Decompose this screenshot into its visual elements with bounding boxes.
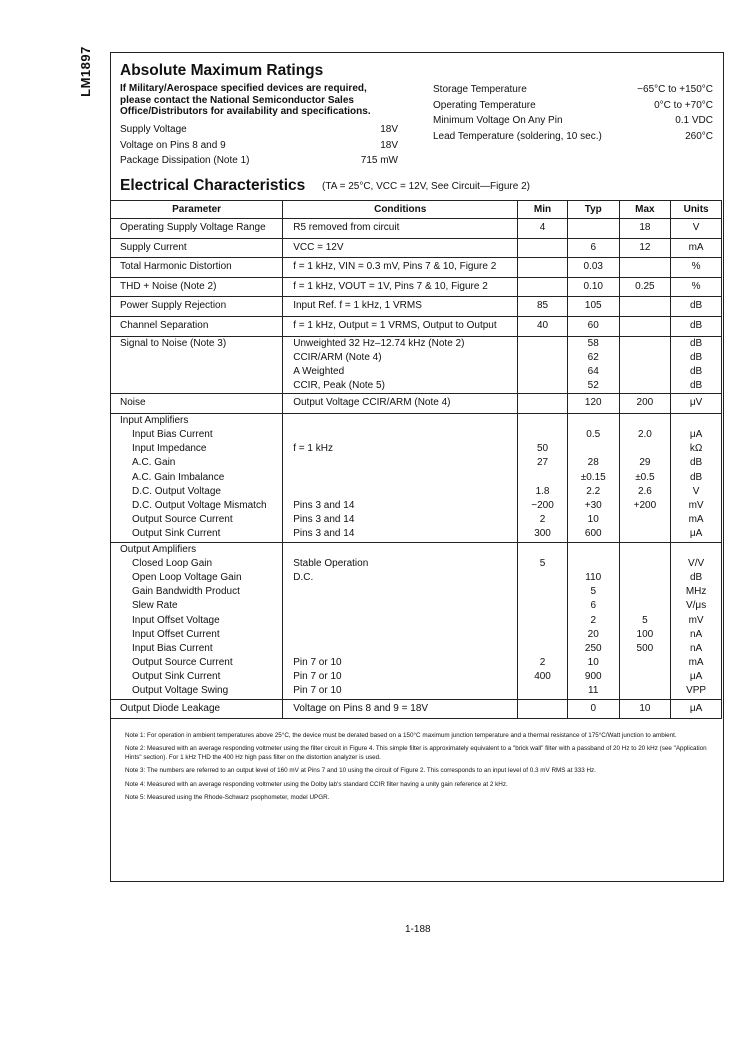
min-text: [518, 471, 567, 485]
cond-cell: [283, 542, 518, 699]
typ-text: 0: [590, 702, 597, 714]
min-text: [518, 628, 567, 642]
unit-text: dB: [689, 571, 703, 583]
min-cell: [518, 394, 568, 414]
amr-right-column: [433, 82, 713, 144]
max-cell: [619, 316, 671, 336]
cond-text: A Weighted: [293, 365, 345, 377]
cond-text: f = 1 kHz: [293, 443, 333, 455]
min-text: [518, 599, 567, 613]
min-text: 5: [539, 557, 546, 569]
note: Note 2: Measured with an average responding voltmeter using the filter circuit in Figure 4. This simple filter is approximately equivalent to a "brick wall" filter with a passband of 20 Hz to 20 kHz (see "Application Hints" section). For 1 kHz THD the 400 Hz high pass filter on the distortion analyzer is used.: [125, 745, 707, 761]
amr-title: Absolute Maximum Ratings: [120, 62, 324, 79]
amr-row: Operating Temperature 0°C to +70°C: [433, 99, 713, 111]
military-note-line: please contact the National Semiconductor Sales: [120, 94, 354, 106]
param-cell: [111, 699, 283, 719]
table-row: [111, 258, 722, 278]
max-text: [620, 527, 671, 541]
cond-text: f = 1 kHz, VOUT = 1V, Pins 7 & 10, Figure 2: [293, 280, 488, 292]
cond-text: [283, 543, 517, 557]
amr-row: Voltage on Pins 8 and 9 18V: [120, 139, 398, 151]
max-text: [620, 557, 671, 571]
max-cell: [619, 336, 671, 394]
max-cell: [619, 413, 671, 542]
param-cell: [111, 336, 283, 394]
param-text: Closed Loop Gain: [132, 557, 213, 569]
min-text: [518, 414, 567, 428]
unit-cell: [671, 336, 722, 394]
cond-text: [283, 614, 517, 628]
min-text: [518, 571, 567, 585]
cond-text: Voltage on Pins 8 and 9 = 18V: [293, 702, 429, 714]
unit-text: dB: [689, 457, 703, 469]
param-text: D.C. Output Voltage: [132, 485, 221, 497]
typ-cell: [567, 258, 619, 278]
typ-text: 20: [587, 628, 599, 640]
unit-text: dB: [689, 300, 703, 312]
table-row: [111, 219, 722, 239]
cond-text: Pin 7 or 10: [293, 671, 342, 683]
unit-text: mA: [688, 514, 704, 526]
unit-cell: [671, 277, 722, 297]
table-row: [111, 336, 722, 394]
min-text: [518, 585, 567, 599]
typ-text: 0.03: [583, 261, 603, 273]
unit-text: kΩ: [689, 443, 703, 455]
min-text: 85: [536, 300, 549, 312]
part-number-label: LM1897: [77, 46, 93, 97]
min-text: [518, 614, 567, 628]
unit-text: mV: [688, 614, 704, 626]
col-header-parameter: Parameter: [111, 201, 283, 219]
cond-text: CCIR, Peak (Note 5): [293, 380, 385, 392]
param-cell: [111, 219, 283, 239]
typ-text: 2: [590, 614, 597, 626]
table-row: [111, 297, 722, 317]
typ-text: 28: [587, 457, 599, 469]
param-text: Gain Bandwidth Product: [132, 586, 240, 598]
min-cell: [518, 277, 568, 297]
param-cell: [111, 297, 283, 317]
cond-text: Pin 7 or 10: [293, 657, 342, 669]
min-cell: [518, 336, 568, 394]
cond-text: CCIR/ARM (Note 4): [293, 351, 382, 363]
max-text: [620, 258, 671, 277]
max-text: 5: [642, 614, 648, 626]
max-text: [620, 513, 671, 527]
min-cell: [518, 316, 568, 336]
typ-cell: [567, 238, 619, 258]
cond-cell: [283, 258, 518, 278]
min-text: [518, 365, 567, 379]
notes-section: [125, 732, 715, 807]
max-text: 0.25: [635, 280, 655, 292]
param-cell: [111, 258, 283, 278]
min-text: [518, 351, 567, 365]
max-cell: [619, 219, 671, 239]
table-row: [111, 699, 722, 719]
min-text: 2: [539, 514, 546, 526]
min-text: 27: [536, 457, 549, 469]
typ-text: [568, 543, 619, 557]
unit-text: VPP: [686, 685, 707, 697]
typ-text: [568, 557, 619, 571]
unit-text: μA: [689, 671, 703, 683]
cond-text: Pins 3 and 14: [293, 500, 355, 512]
typ-text: 58: [587, 337, 599, 349]
param-cell: [111, 238, 283, 258]
typ-text: 5: [590, 586, 597, 598]
typ-text: 62: [587, 351, 599, 363]
param-text: Output Amplifiers: [120, 543, 197, 555]
typ-cell: [567, 336, 619, 394]
unit-cell: [671, 219, 722, 239]
min-text: [518, 337, 567, 351]
typ-cell: [567, 277, 619, 297]
typ-text: 105: [584, 300, 602, 312]
amr-row: Package Dissipation (Note 1) 715 mW: [120, 155, 398, 167]
max-text: [620, 543, 671, 557]
min-text: [518, 258, 567, 277]
max-text: [620, 317, 671, 336]
typ-text: 250: [584, 642, 602, 654]
min-cell: [518, 238, 568, 258]
param-text: Signal to Noise (Note 3): [120, 337, 227, 349]
unit-cell: [671, 297, 722, 317]
param-text: Input Bias Current: [132, 429, 213, 441]
cond-cell: [283, 219, 518, 239]
min-text: [518, 684, 567, 698]
cond-text: [283, 485, 517, 499]
typ-text: 0.5: [586, 429, 601, 441]
max-text: 2.0: [637, 429, 652, 441]
cond-text: Pin 7 or 10: [293, 685, 342, 697]
max-text: 18: [639, 222, 651, 233]
param-text: Open Loop Voltage Gain: [132, 571, 242, 583]
cond-text: D.C.: [293, 571, 314, 583]
max-text: +200: [633, 500, 657, 512]
military-note-line: Office/Distributors for availability and specifications.: [120, 106, 371, 118]
max-text: 12: [639, 241, 651, 253]
max-text: [620, 670, 671, 684]
col-header-typ: Typ: [567, 201, 619, 219]
param-text: A.C. Gain Imbalance: [132, 471, 225, 483]
note: Note 5: Measured using the Rhode-Schwarz psophometer, model UPGR.: [125, 794, 330, 802]
cond-text: VCC = 12V: [293, 241, 344, 253]
unit-text: dB: [689, 337, 703, 349]
param-text: Operating Supply Voltage Range: [120, 222, 266, 233]
typ-text: [568, 442, 619, 456]
max-text: [620, 351, 671, 365]
param-text: A.C. Gain: [132, 457, 176, 469]
max-text: [620, 656, 671, 670]
max-text: [620, 684, 671, 698]
typ-text: 2.2: [586, 485, 601, 497]
max-text: ±0.5: [635, 471, 655, 483]
min-text: [518, 700, 567, 719]
typ-text: 110: [585, 571, 602, 583]
cond-cell: [283, 316, 518, 336]
param-text: Input Offset Voltage: [132, 614, 220, 626]
param-text: Supply Current: [120, 241, 187, 253]
unit-text: V/V: [688, 557, 705, 569]
typ-cell: [567, 394, 619, 414]
table-row: [111, 238, 722, 258]
typ-text: 0.10: [583, 280, 603, 292]
unit-text: dB: [689, 471, 703, 483]
table-row: [111, 394, 722, 414]
param-cell: [111, 394, 283, 414]
unit-text: μA: [689, 702, 703, 714]
cond-text: Pins 3 and 14: [293, 514, 355, 526]
max-text: [620, 585, 671, 599]
unit-text: dB: [689, 365, 703, 377]
typ-text: 60: [587, 319, 599, 331]
cond-cell: [283, 394, 518, 414]
unit-text: nA: [689, 642, 703, 654]
electrical-characteristics-table: [110, 200, 722, 719]
min-cell: [518, 542, 568, 699]
param-text: Input Impedance: [132, 443, 207, 455]
param-cell: [111, 316, 283, 336]
col-header-min: Min: [518, 201, 568, 219]
min-cell: [518, 219, 568, 239]
unit-text: μA: [689, 429, 703, 441]
typ-cell: [567, 297, 619, 317]
amr-left-column: [120, 83, 398, 169]
max-cell: [619, 238, 671, 258]
param-text: Output Sink Current: [132, 671, 221, 683]
unit-text: V/μs: [685, 600, 707, 612]
min-text: [518, 428, 567, 442]
cond-text: [283, 599, 517, 613]
param-text: Channel Separation: [120, 319, 209, 331]
param-text: Power Supply Rejection: [120, 300, 227, 312]
unit-text: [671, 543, 721, 557]
max-cell: [619, 277, 671, 297]
cond-text: [283, 628, 517, 642]
typ-text: 120: [584, 397, 602, 409]
param-text: Total Harmonic Distortion: [120, 261, 232, 273]
military-note-line: If Military/Aerospace specified devices are required,: [120, 83, 367, 94]
min-cell: [518, 258, 568, 278]
table-row: [111, 316, 722, 336]
cond-cell: [283, 238, 518, 258]
typ-text: [568, 219, 619, 238]
unit-text: V: [692, 222, 700, 233]
typ-text: +30: [584, 500, 602, 512]
unit-text: μV: [689, 397, 703, 409]
min-text: [518, 239, 567, 258]
param-text: [111, 365, 282, 379]
typ-text: 10: [587, 514, 599, 526]
typ-cell: [567, 316, 619, 336]
param-text: Noise: [120, 397, 146, 409]
max-text: 200: [636, 397, 654, 409]
unit-text: mA: [688, 241, 704, 253]
max-text: [620, 414, 671, 428]
cond-text: [283, 642, 517, 656]
min-text: 1.8: [535, 485, 550, 497]
typ-cell: [567, 542, 619, 699]
min-cell: [518, 297, 568, 317]
unit-cell: [671, 238, 722, 258]
param-text: Slew Rate: [132, 600, 178, 612]
page-number: 1-188: [405, 924, 431, 935]
unit-text: %: [691, 261, 701, 273]
max-text: 29: [639, 457, 651, 469]
max-text: [620, 297, 671, 316]
param-text: Output Sink Current: [132, 528, 221, 540]
param-cell: [111, 542, 283, 699]
param-text: Output Voltage Swing: [132, 685, 229, 697]
typ-cell: [567, 413, 619, 542]
typ-cell: [567, 699, 619, 719]
param-text: D.C. Output Voltage Mismatch: [132, 500, 267, 512]
cond-cell: [283, 699, 518, 719]
cond-cell: [283, 336, 518, 394]
min-text: 50: [536, 443, 549, 455]
unit-cell: [671, 699, 722, 719]
param-text: [111, 351, 282, 365]
max-text: [620, 337, 671, 351]
unit-text: mV: [688, 500, 704, 512]
table-row: [111, 277, 722, 297]
typ-text: 6: [590, 600, 597, 612]
min-text: 400: [534, 671, 551, 683]
typ-text: 11: [588, 685, 599, 697]
note: Note 4: Measured with an average responding voltmeter using the Dolby lab's standard CCIR filter having a unity gain reference at 2 kHz.: [125, 780, 508, 788]
amr-row: Storage Temperature −65°C to +150°C: [433, 84, 713, 95]
amr-row: Supply Voltage 18V: [120, 124, 398, 136]
min-cell: [518, 699, 568, 719]
col-header-max: Max: [619, 201, 671, 219]
min-text: 300: [534, 528, 551, 540]
cond-cell: [283, 277, 518, 297]
min-text: [518, 642, 567, 656]
param-text: THD + Noise (Note 2): [120, 280, 217, 292]
unit-text: [671, 414, 721, 428]
unit-text: V: [692, 485, 700, 497]
cond-text: Input Ref. f = 1 kHz, 1 VRMS: [293, 300, 422, 312]
col-header-units: Units: [671, 201, 722, 219]
max-text: [620, 379, 671, 393]
param-text: Output Source Current: [132, 514, 233, 526]
cond-text: Stable Operation: [293, 557, 369, 569]
max-text: 100: [636, 628, 654, 640]
param-cell: [111, 277, 283, 297]
min-text: −200: [531, 500, 554, 512]
cond-text: [283, 471, 517, 485]
max-cell: [619, 699, 671, 719]
param-text: [111, 379, 282, 393]
param-text: Input Bias Current: [132, 642, 213, 654]
cond-text: R5 removed from circuit: [293, 222, 400, 233]
unit-text: MHz: [685, 586, 707, 598]
typ-text: ±0.15: [580, 471, 606, 483]
col-header-conditions: Conditions: [283, 201, 518, 219]
typ-cell: [567, 219, 619, 239]
max-text: [620, 365, 671, 379]
unit-text: μA: [689, 528, 703, 540]
ec-title: Electrical Characteristics: [120, 177, 306, 194]
cond-text: Output Voltage CCIR/ARM (Note 4): [293, 397, 451, 409]
note: Note 1: For operation in ambient temperatures above 25°C, the device must be derated based on a 150°C maximum junction temperature and a thermal resistance of 175°C/Watt junction to ambient.: [125, 732, 677, 739]
cond-cell: [283, 297, 518, 317]
param-text: Output Source Current: [132, 657, 233, 669]
amr-row: Minimum Voltage On Any Pin 0.1 VDC: [433, 115, 713, 126]
note: Note 3: The numbers are referred to an output level of 160 mV at Pins 7 and 10 using the circuit of Figure 2. This corresponds to an input level of 0.3 mV RMS at 333 Hz.: [125, 767, 596, 775]
cond-text: [283, 456, 517, 470]
cond-text: f = 1 kHz, Output = 1 VRMS, Output to Output: [293, 319, 497, 331]
typ-text: 6: [590, 241, 597, 253]
min-text: [518, 394, 567, 413]
param-text: Input Amplifiers: [120, 414, 189, 426]
max-text: [620, 571, 671, 585]
min-text: 2: [539, 657, 546, 669]
typ-text: [568, 414, 619, 428]
unit-cell: [671, 542, 722, 699]
cond-text: [283, 428, 517, 442]
max-text: 10: [639, 702, 651, 714]
min-cell: [518, 413, 568, 542]
min-text: [518, 543, 567, 557]
cond-text: [283, 414, 517, 428]
ec-subtitle: (TA = 25°C, VCC = 12V, See Circuit—Figure 2): [322, 181, 530, 192]
cond-cell: [283, 413, 518, 542]
max-text: 2.6: [637, 485, 652, 497]
unit-cell: [671, 316, 722, 336]
unit-text: dB: [689, 351, 703, 363]
typ-text: 900: [584, 671, 602, 683]
max-text: [620, 442, 671, 456]
unit-cell: [671, 413, 722, 542]
typ-text: 600: [584, 528, 602, 540]
max-cell: [619, 394, 671, 414]
unit-text: %: [691, 280, 701, 292]
unit-text: dB: [689, 319, 703, 331]
typ-text: 64: [587, 365, 599, 377]
max-text: [620, 599, 671, 613]
min-text: 4: [539, 222, 546, 233]
min-text: [518, 379, 567, 393]
unit-text: mA: [688, 657, 704, 669]
typ-text: 52: [587, 380, 599, 392]
max-text: 500: [636, 642, 654, 654]
max-cell: [619, 542, 671, 699]
amr-row: Lead Temperature (soldering, 10 sec.) 260°C: [433, 130, 713, 142]
max-cell: [619, 258, 671, 278]
typ-text: 10: [587, 657, 599, 669]
unit-text: dB: [689, 380, 703, 392]
unit-cell: [671, 258, 722, 278]
table-row: [111, 413, 722, 542]
cond-text: f = 1 kHz, VIN = 0.3 mV, Pins 7 & 10, Figure 2: [293, 261, 497, 273]
param-text: Input Offset Current: [132, 628, 220, 640]
table-row: [111, 542, 722, 699]
min-text: 40: [536, 319, 549, 331]
param-text: Output Diode Leakage: [120, 702, 221, 714]
max-cell: [619, 297, 671, 317]
unit-cell: [671, 394, 722, 414]
cond-text: Pins 3 and 14: [293, 528, 355, 540]
unit-text: nA: [689, 628, 703, 640]
param-cell: [111, 413, 283, 542]
min-text: [518, 278, 567, 297]
cond-text: [283, 585, 517, 599]
cond-text: Unweighted 32 Hz–12.74 kHz (Note 2): [293, 337, 465, 349]
